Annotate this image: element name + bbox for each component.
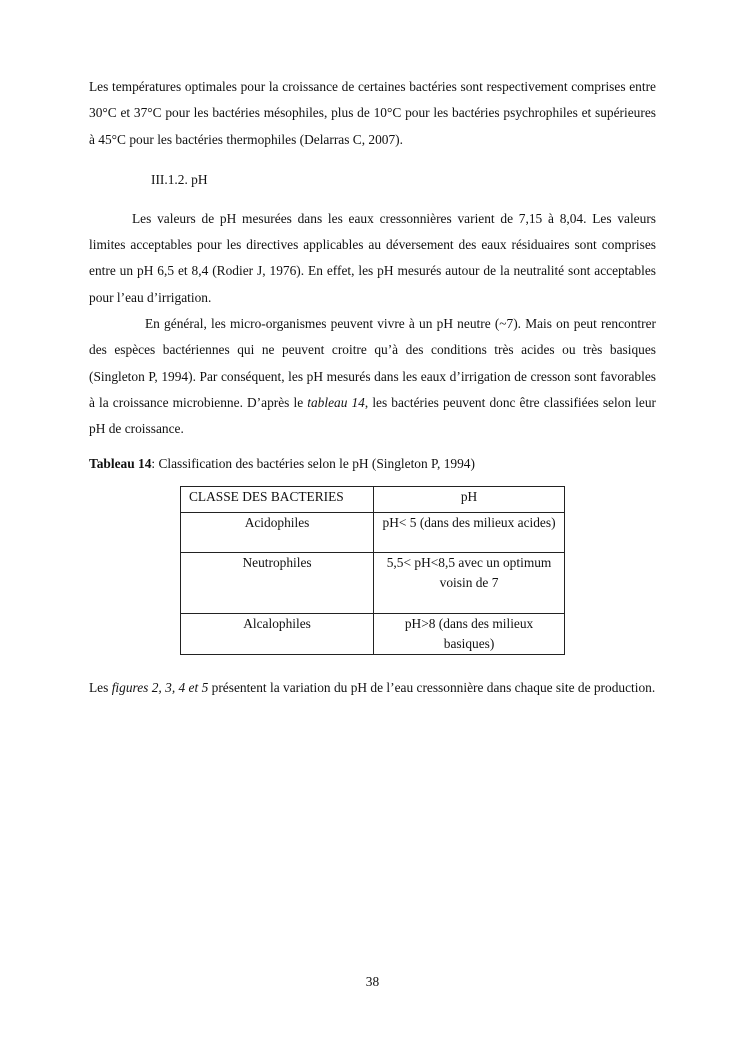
table-cell: 5,5< pH<8,5 avec un optimum voisin de 7 <box>374 552 565 613</box>
figures-reference: figures 2, 3, 4 et 5 <box>111 679 209 695</box>
table-reference: tableau 14 <box>307 394 365 410</box>
table-caption-text: : Classification des bactéries selon le pH (Singleton P, 1994) <box>151 455 475 471</box>
table-header-cell: pH <box>374 486 565 512</box>
paragraph-ph-values: Les valeurs de pH mesurées dans les eaux cressonnières varient de 7,15 à 8,04. Les valeurs limites acceptables pour les directives applicables au déversement des eaux résiduaires sont comprises entre un pH 6,5 et 8,4 (Rodier J, 1976). En effet, les pH mesurés autour de la neutralité sont acceptables pour l’eau d’irrigation. <box>89 210 656 305</box>
table-row <box>181 552 565 613</box>
table-row <box>181 613 565 654</box>
paragraph-figures-text-2: présentent la variation du pH de l’eau cressonnière dans chaque site de production. <box>208 679 656 695</box>
table-cell: Acidophiles <box>181 512 374 552</box>
bacteria-ph-table <box>180 486 565 655</box>
table-caption <box>89 451 656 477</box>
paragraph-microorganisms-text-1: En général, les micro-organismes peuvent vivre à un pH neutre (~7). Mais on peut rencontrer des espèces bactériennes qui ne peuvent croitre qu’à des conditions très acides ou très basiques (Singleton P, 1994). Par conséquent, les pH mesurés dans les eaux d’irrigation de cresson sont favorables à la croissance microbienne. D’après le <box>89 316 656 410</box>
page-number: 38 <box>365 974 380 989</box>
paragraph-microorganisms <box>89 311 656 442</box>
table-cell: Neutrophiles <box>181 552 374 613</box>
section-heading-ph: III.1.2. pH <box>151 171 208 187</box>
paragraph-figures <box>89 675 656 701</box>
table-header-cell: CLASSE DES BACTERIES <box>181 486 374 512</box>
paragraph-temperatures: Les températures optimales pour la croissance de certaines bactéries sont respectivement comprises entre 30°C et 37°C pour les bactéries mésophiles, plus de 10°C pour les bactéries psychrophiles et supérieures à 45°C pour les bactéries thermophiles (Delarras C, 2007). <box>89 79 656 147</box>
table-header-row <box>181 486 565 512</box>
table-cell: Alcalophiles <box>181 613 374 654</box>
paragraph-microorganisms-text-2: , les bactéries peuvent donc être classifiées selon leur pH de croissance. <box>89 394 657 437</box>
paragraph-figures-text-1: Les <box>89 679 112 695</box>
table-caption-label: Tableau 14 <box>89 455 152 471</box>
document-page <box>89 74 656 701</box>
table-row <box>181 512 565 552</box>
table-cell: pH>8 (dans des milieux basiques) <box>374 613 565 654</box>
table-cell: pH< 5 (dans des milieux acides) <box>374 512 565 552</box>
